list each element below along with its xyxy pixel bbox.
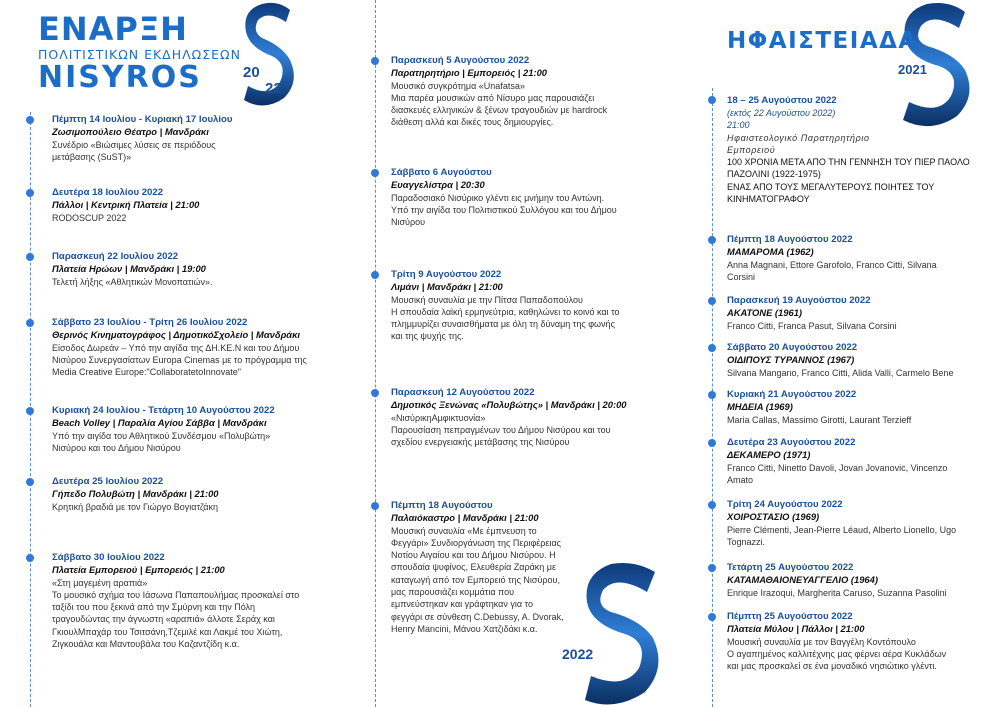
event-item: [727, 610, 989, 672]
timeline-dot: [26, 189, 34, 197]
event-text: Franco Citti, Franca Pasut, Silvana Corsini: [727, 320, 897, 331]
event-text: Μουσική συναυλία με τον Βαγγέλη Κοντόπουλο: [727, 636, 916, 647]
event-text: σπουδαία ψυφίνος, Ελευθερία Ζαράκη με: [391, 562, 557, 573]
event-item: [391, 54, 641, 129]
intro-desc-3: ΕΝΑΣ ΑΠΟ ΤΟΥΣ ΜΕΓΑΛΥΤΕΡΟΥΣ ΠΟΙΗΤΕΣ ΤΟΥ: [727, 181, 935, 192]
timeline-dot: [26, 478, 34, 486]
event-venue: Λιμάνι | Μανδράκι | 21:00: [391, 281, 503, 292]
event-date: Πέμπτη 18 Αυγούστου 2022: [727, 234, 853, 245]
event-text: Ο αγαπημένος καλλιτέχνης μας φέρνει αέρα Κυκλάδων: [727, 648, 947, 659]
brand-nisyros: NISYROS: [38, 60, 202, 95]
intro-desc-1: 100 ΧΡΟΝΙΑ ΜΕΤΑ ΑΠΟ ΤΗΝ ΓΕΝΝΗΣΗ ΤΟΥ ΠΙΕΡ ΠΑΟΛΟ: [727, 157, 970, 168]
timeline-dot: [26, 407, 34, 415]
event-item: [391, 268, 641, 343]
timeline-dot: [708, 613, 716, 621]
year-22: 22: [265, 80, 282, 97]
event-text: Το μουσικό σχήμα του Ιάσωνα Παπαπουλήμας προσκαλεί στο: [52, 589, 300, 600]
right-year: 2021: [898, 62, 927, 77]
event-date: Σάββατο 6 Αυγούστου: [391, 167, 492, 178]
intro-desc-2: ΠΑΖΟΛΙΝΙ (1922-1975): [727, 169, 821, 180]
event-date: Τρίτη 24 Αυγούστου 2022: [727, 499, 843, 510]
timeline-dot: [371, 502, 379, 510]
event-item: [52, 475, 314, 513]
event-text: τραγουδώντας την άγνωστη «αραπιά» άλλοτε Σεράχ και: [52, 614, 275, 625]
event-text: Τελετή λήξης «Αθλητικών Μονοπατιών».: [52, 276, 213, 287]
timeline-dot: [708, 564, 716, 572]
event-venue: Παρατηρητήριο | Εμπορειός | 21:00: [391, 67, 547, 78]
event-item: [52, 250, 314, 288]
event-date: Σάββατο 20 Αυγούστου 2022: [727, 342, 858, 353]
event-venue: ΜΑΜΑΡΟΜΑ (1962): [727, 246, 814, 257]
event-text: ΓκιουλΜπαχάρ του Τσιτσάνη,Τζεμιλέ και Λακμέ του Χιώτη,: [52, 626, 283, 637]
event-item: [52, 186, 314, 224]
timeline-dot: [26, 319, 34, 327]
event-text: Συνέδριο «Βιώσιμες λύσεις σε περιόδους: [52, 139, 216, 150]
event-date: Παρασκευή 19 Αυγούστου 2022: [727, 295, 871, 306]
event-text: Νισύρου και του Δήμου Νισύρου: [52, 442, 181, 453]
intro-time: 21:00: [727, 120, 750, 131]
event-date: Παρασκευή 5 Αυγούστου 2022: [391, 55, 530, 66]
event-date: Τετάρτη 25 Αυγούστου 2022: [727, 562, 854, 573]
timeline-dot: [26, 253, 34, 261]
timeline-dot: [708, 439, 716, 447]
timeline-dot: [371, 57, 379, 65]
right-intro: [727, 94, 987, 205]
left-subtitle: ΠΟΛΙΤΙΣΤΙΚΩΝ ΕΚΔΗΛΩΣΕΩΝ: [38, 47, 241, 62]
event-text: σχεδίου ενεργειακής μετάβασης της Νισύρου: [391, 437, 570, 448]
event-text: Tognazzi.: [727, 536, 766, 547]
event-text: Silvana Mangano, Franco Citti, Alida Valli, Carmelo Bene: [727, 367, 954, 378]
mid-year: 2022: [562, 646, 594, 662]
event-text: RODOSCUP 2022: [52, 212, 127, 223]
event-venue: Beach Volley | Παραλία Αγίου Σάββα | Μανδράκι: [52, 417, 267, 428]
event-venue: ΔΕΚΑΜΕΡΟ (1971): [727, 449, 811, 460]
timeline-dot: [708, 96, 716, 104]
event-text: Μουσική συναυλία «Με έμπνευση το: [391, 525, 537, 536]
event-text: Νοτίου Αιγαίου και του Δήμου Νισύρου. Η: [391, 550, 556, 561]
event-venue: ΧΟΙΡΟΣΤΑΣΙΟ (1969): [727, 511, 820, 522]
event-date: Δευτέρα 18 Ιουλίου 2022: [52, 187, 164, 198]
intro-venue-2: Εμπορειού: [727, 144, 776, 155]
event-text: Μουσική συναυλία με την Πίτσα Παπαδοπούλου: [391, 294, 583, 305]
event-date: Πέμπτη 25 Αυγούστου 2022: [727, 611, 853, 622]
event-venue: ΚΑΤΑΜΑΘΑΙΟΝΕΥΑΓΓΕΛΙΟ (1964): [727, 574, 878, 585]
timeline-dot: [708, 344, 716, 352]
event-text: Κρητική βραδιά με τον Γιώργο Βογιατζάκη: [52, 501, 218, 512]
event-text: «ΝισύρικηΑμφικτυονία»: [391, 412, 486, 423]
event-text: Pierre Clémenti, Jean-Pierre Léaud, Alberto Lionello, Ugo: [727, 524, 957, 535]
event-venue: ΟΙΔΙΠΟΥΣ ΤΥΡΑΝΝΟΣ (1967): [727, 354, 855, 365]
event-text: φεγγάρι σε σύνθεση C.Debussy, A. Dvorak,: [391, 611, 564, 622]
event-venue: Ευαγγελίστρα | 20:30: [391, 179, 485, 190]
event-text: Amato: [727, 474, 754, 485]
timeline-dot: [371, 389, 379, 397]
intro-date: 18 – 25 Αυγούστου 2022: [727, 95, 837, 106]
event-text: Anna Magnani, Ettore Garofolo, Franco Citti, Silvana: [727, 259, 937, 270]
timeline-dot: [371, 271, 379, 279]
event-venue: ΑΚΑΤΟΝΕ (1961): [727, 307, 803, 318]
timeline-dot: [708, 297, 716, 305]
event-date: Πέμπτη 14 Ιουλίου - Κυριακή 17 Ιουλίου: [52, 114, 233, 125]
event-text: Παραδοσιακό Νισύρικο γλέντι εις μνήμην του Αντώνη.: [391, 192, 605, 203]
event-date: Παρασκευή 22 Ιουλίου 2022: [52, 251, 179, 262]
timeline-dot: [26, 554, 34, 562]
event-text: Νισύρου Συνεργασίατων Europa Cinemas με το πρόγραμμα της: [52, 354, 307, 365]
event-date: Κυριακή 24 Ιουλίου - Τετάρτη 10 Αυγούστου 2022: [52, 405, 275, 416]
event-item: [391, 166, 641, 228]
event-item: [727, 341, 989, 379]
intro-desc-4: ΚΙΝΗΜΑΤΟΓΡΑΦΟΥ: [727, 194, 810, 205]
intro-note: (εκτός 22 Αυγούστου 2022): [727, 108, 836, 118]
event-text: Maria Callas, Massimo Girotti, Laurant Terzieff: [727, 414, 912, 425]
event-text: Franco Citti, Ninetto Davoli, Jovan Jovanovic, Vincenzo: [727, 462, 948, 473]
event-text: Ζιγκουάλα και Μαντουβάλα του Καζαντζίδη κ.α.: [52, 638, 240, 649]
event-venue: Δημοτικός Ξενώνας «Πολυβώτης» | Μανδράκι | 20:00: [391, 399, 627, 410]
event-date: Δευτέρα 23 Αυγούστου 2022: [727, 437, 856, 448]
event-item: [727, 294, 989, 332]
event-item: [727, 233, 989, 283]
event-text: Corsini: [727, 271, 756, 282]
timeline-dot: [708, 501, 716, 509]
left-title: ΕΝΑΡΞΗ: [38, 10, 188, 48]
event-venue: Πλατεία Εμπορειού | Εμπορειός | 21:00: [52, 564, 225, 575]
event-item: [391, 386, 641, 448]
s-logo-bottom-mid: [575, 560, 665, 707]
year-20: 20: [243, 64, 260, 81]
event-text: εμπνεύστηκαν και γράφτηκαν για το: [391, 599, 533, 610]
event-item: [727, 561, 989, 599]
event-venue: Θερινός Κινηματογράφος | ΔημοτικόΣχολείο | Μανδράκι: [52, 329, 300, 340]
event-text: διασκευές ελληνικών & ξένων τραγουδιών με hardrock: [391, 105, 608, 116]
timeline-col2: [375, 0, 376, 707]
event-text: Υπό την αιγίδα του Πολιτιστικού Συλλόγου και του Δήμου: [391, 204, 617, 215]
event-venue: Παλαιόκαστρο | Μανδράκι | 21:00: [391, 512, 539, 523]
event-venue: Πάλλοι | Κεντρική Πλατεία | 21:00: [52, 199, 200, 210]
event-date: Πέμπτη 18 Αυγούστου: [391, 500, 493, 511]
event-text: και της ψυχής της.: [391, 331, 464, 342]
event-item: [727, 388, 989, 426]
event-text: Μια παρέα μουσικών από Νίσυρο μας παρουσιάζει: [391, 92, 595, 103]
event-text: Φεγγάρι» Συνδιοργάνωση της Περιφέρειας: [391, 537, 561, 548]
event-date: Κυριακή 21 Αυγούστου 2022: [727, 389, 857, 400]
event-text: Είσοδος Δωρεάν – Υπό την αιγίδα της ΔΗ.ΚΕ.Ν και του Δήμου: [52, 342, 300, 353]
event-item: [391, 499, 576, 635]
event-text: Παρουσίαση πεπραγμένων του Δήμου Νισύρου και του: [391, 424, 611, 435]
event-text: Enrique Irazoqui, Margherita Caruso, Suzanna Pasolini: [727, 587, 947, 598]
event-date: Δευτέρα 25 Ιουλίου 2022: [52, 476, 164, 487]
event-text: Νισύρου: [391, 217, 426, 228]
event-text: μετάβασης (SuST)»: [52, 151, 132, 162]
event-item: [52, 404, 314, 454]
event-venue: Γήπεδο Πολυβώτη | Μανδράκι | 21:00: [52, 488, 219, 499]
event-text: Η σπουδαία λαϊκή ερμηνεύτρια, καθηλώνει το κοινό και το: [391, 306, 620, 317]
event-date: Παρασκευή 12 Αυγούστου 2022: [391, 387, 535, 398]
event-item: [52, 551, 314, 650]
event-item: [52, 316, 314, 378]
event-text: καταγωγή από τον Εμπορειό της Νισύρου,: [391, 574, 560, 585]
event-venue: Ζωσιμοπούλειο Θέατρο | Μανδράκι: [52, 126, 209, 137]
event-text: «Στη μαγεμένη αραπιά»: [52, 577, 148, 588]
intro-venue-1: Ηφαιστεολογικό Παρατηρητήριο: [727, 132, 870, 143]
timeline-dot: [371, 169, 379, 177]
timeline-dot: [708, 236, 716, 244]
event-item: [727, 436, 989, 486]
event-date: Σάββατο 30 Ιουλίου 2022: [52, 552, 165, 563]
event-date: Σάββατο 23 Ιουλίου - Τρίτη 26 Ιουλίου 2022: [52, 317, 248, 328]
event-text: διάθεση αλλά και δικές τους δημιουργίες.: [391, 117, 554, 128]
timeline-dot: [708, 391, 716, 399]
event-text: Μουσικό συγκρότημα «Unafatsa»: [391, 80, 525, 91]
event-text: μας παρουσιάζει κομμάτια που: [391, 586, 515, 597]
right-title: ΗΦΑΙΣΤΕΙΑΔΑ: [727, 28, 918, 54]
event-item: [727, 498, 989, 548]
event-text: και μας προσκαλεί σε ένα μοναδικό νησιώτικο γλέντι.: [727, 661, 937, 672]
event-text: ταξίδι του που ξεκινά από την Σμύρνη και την Πόλη: [52, 602, 256, 613]
event-text: Υπό την αιγίδα του Αθλητικού Συνδέσμου «Πολυβώτη»: [52, 430, 271, 441]
event-text: Henry Mancini, Μάνου Χατζιδάκι κ.α.: [391, 623, 538, 634]
event-date: Τρίτη 9 Αυγούστου 2022: [391, 269, 502, 280]
event-text: πλημμυρίζει συναισθήματα με όλη τη δύναμη της φωνής: [391, 319, 615, 330]
event-venue: Πλατεία Μύλου | Πάλλοι | 21:00: [727, 623, 865, 634]
event-venue: ΜΗΔΕΙΑ (1969): [727, 401, 793, 412]
event-item: [52, 113, 242, 163]
event-venue: Πλατεία Ηρώων | Μανδράκι | 19:00: [52, 263, 206, 274]
timeline-dot: [26, 116, 34, 124]
event-text: Media Creative Europe:"CollaboratetoInnovate": [52, 367, 241, 378]
